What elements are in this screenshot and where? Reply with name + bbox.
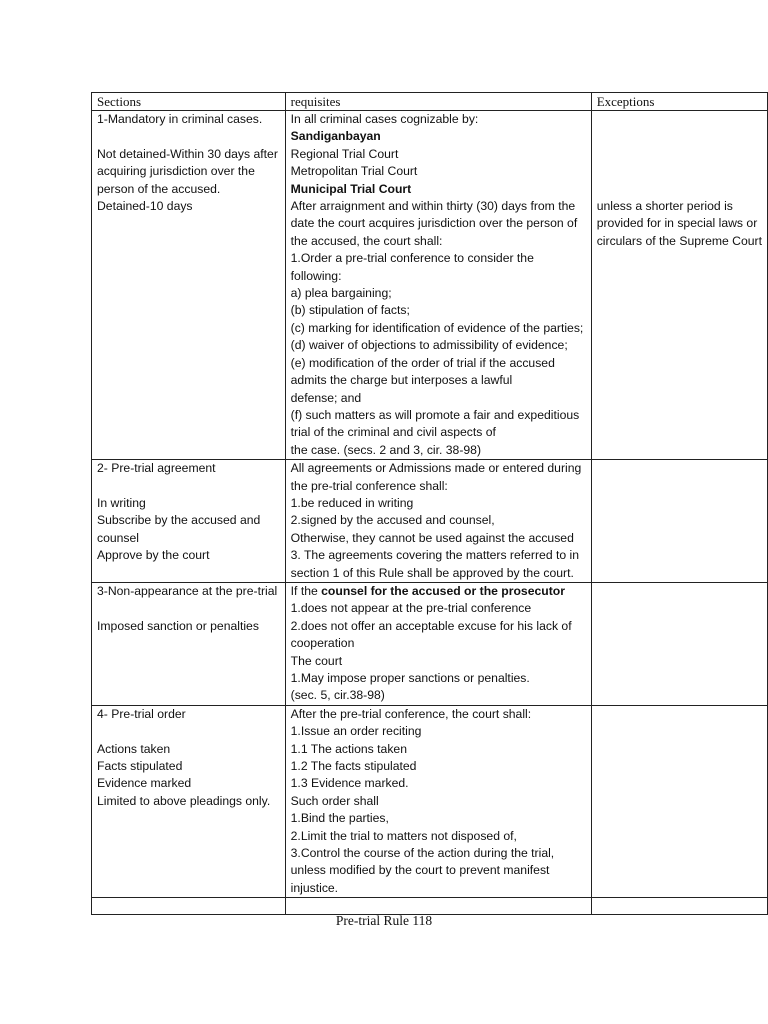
requisites-cell — [285, 705, 591, 897]
section-line: acquiring jurisdiction over the — [97, 164, 255, 179]
section-line: Evidence marked — [97, 776, 192, 791]
section-line: Limited to above pleadings only. — [97, 793, 271, 808]
requisite-line: 3. The agreements covering the matters referred to in — [290, 548, 580, 563]
requisite-line: injustice. — [290, 880, 339, 895]
requisite-line: (b) stipulation of facts; — [290, 303, 410, 318]
section-line: In writing — [97, 495, 146, 510]
requisite-line: (e) modification of the order of trial if the accused — [290, 355, 555, 370]
court-sandiganbayan: Sandiganbayan — [290, 129, 381, 144]
exceptions-cell — [591, 582, 767, 705]
requisite-line: 1.does not appear at the pre-trial conference — [290, 601, 532, 616]
requisite-line: 1.2 The facts stipulated — [290, 759, 417, 774]
sections-cell — [92, 705, 286, 897]
section-line: counsel — [97, 530, 140, 545]
sections-cell — [92, 460, 286, 583]
requisite-line: (f) such matters as will promote a fair and expeditious — [290, 407, 580, 422]
requisite-line: unless modified by the court to prevent manifest — [290, 863, 550, 878]
section-line: Subscribe by the accused and — [97, 513, 261, 528]
requisite-line: admits the charge but interposes a lawful — [290, 373, 513, 388]
requisite-line: 1.1 The actions taken — [290, 741, 407, 756]
exception-line: unless a shorter period is — [596, 199, 733, 213]
page-caption: Pre-trial Rule 118 — [335, 913, 433, 928]
section-line: Not detained-Within 30 days after — [97, 146, 278, 161]
requisite-line: 1.May impose proper sanctions or penalties. — [290, 671, 530, 685]
section-line: Detained-10 days — [97, 199, 193, 214]
section-line: person of the accused. — [97, 181, 221, 196]
header-exceptions: Exceptions — [591, 93, 767, 111]
requisite-line: 1.be reduced in writing — [290, 495, 414, 510]
requisite-line: In all criminal cases cognizable by: — [290, 112, 479, 126]
blank-line — [97, 128, 280, 145]
requisites-cell — [285, 111, 591, 460]
requisite-line: following: — [290, 268, 342, 283]
empty-cell — [92, 898, 286, 915]
requisite-line: a) plea bargaining; — [290, 286, 392, 301]
blank-line — [97, 478, 280, 495]
requisite-line: (d) waiver of objections to admissibility of evidence; — [290, 338, 568, 353]
section-line: Imposed sanction or penalties — [97, 618, 259, 633]
requisite-line: The court — [290, 653, 343, 668]
requisite-line: 3.Control the course of the action during the trial, — [290, 846, 555, 861]
header-requisites: requisites — [285, 93, 591, 111]
requisite-line: section 1 of this Rule shall be approved by the court. — [290, 565, 574, 580]
requisite-bold: counsel for the accused or the prosecutor — [321, 583, 565, 598]
sections-cell — [92, 111, 286, 460]
table-header-row — [92, 93, 768, 111]
requisite-line: After the pre-trial conference, the court shall: — [290, 706, 532, 721]
section-line: 3-Non-appearance at the pre-trial — [97, 583, 278, 598]
requisite-line: 1.Order a pre-trial conference to consider the — [290, 251, 534, 266]
court-municipal: Municipal Trial Court — [290, 181, 412, 196]
exception-line: circulars of the Supreme Court — [596, 233, 762, 248]
section-line: Facts stipulated — [97, 759, 183, 774]
requisite-line: trial of the criminal and civil aspects of — [290, 425, 496, 440]
requisite-line: 1.3 Evidence marked. — [290, 776, 409, 791]
requisite-line: After arraignment and within thirty (30) days from the — [290, 199, 576, 214]
section-line: Approve by the court — [97, 548, 210, 563]
requisite-line: 2.Limit the trial to matters not disposed of, — [290, 828, 517, 843]
requisite-line: defense; and — [290, 390, 362, 405]
section-line: 4- Pre-trial order — [97, 706, 186, 721]
requisite-line: cooperation — [290, 636, 355, 651]
requisite-line: the case. (secs. 2 and 3, cir. 38-98) — [290, 442, 482, 457]
exception-line: provided for in special laws or — [596, 216, 758, 231]
section-line: Actions taken — [97, 741, 171, 756]
requisite-line: date the court acquires jurisdiction over the person of — [290, 216, 578, 231]
requisite-line: 1.Issue an order reciting — [290, 724, 422, 739]
sections-cell — [92, 582, 286, 705]
table-row — [92, 460, 768, 583]
empty-cell — [591, 898, 767, 915]
exceptions-text — [597, 111, 762, 250]
requisite-line: (c) marking for identification of evidence of the parties; — [290, 320, 584, 335]
requisite-prefix: If the — [290, 583, 322, 598]
requisite-line: Otherwise, they cannot be used against the accused — [290, 530, 574, 545]
requisite-line: 2.does not offer an acceptable excuse for his lack of — [290, 618, 572, 633]
requisite-line — [291, 583, 586, 600]
requisite-line: 2.signed by the accused and counsel, — [290, 513, 495, 528]
table-row — [92, 582, 768, 705]
exceptions-cell — [591, 111, 767, 460]
requisites-cell — [285, 582, 591, 705]
court-metropolitan: Metropolitan Trial Court — [290, 164, 418, 179]
table-row — [92, 111, 768, 460]
rules-table — [91, 92, 768, 915]
blank-line — [97, 723, 280, 740]
requisite-line: the accused, the court shall: — [290, 233, 443, 248]
court-regional: Regional Trial Court — [290, 146, 399, 161]
blank-line — [97, 600, 280, 617]
requisite-line: (sec. 5, cir.38-98) — [290, 688, 385, 703]
requisite-line: Such order shall — [290, 793, 379, 808]
header-sections: Sections — [92, 93, 286, 111]
requisite-line: the pre-trial conference shall: — [290, 478, 448, 493]
requisite-line: 1.Bind the parties, — [290, 811, 389, 826]
exceptions-cell — [591, 460, 767, 583]
exceptions-cell — [591, 705, 767, 897]
requisite-line: All agreements or Admissions made or entered during — [290, 461, 582, 476]
requisites-cell — [285, 460, 591, 583]
section-line: 2- Pre-trial agreement — [97, 461, 216, 476]
section-line: 1-Mandatory in criminal cases. — [97, 112, 263, 126]
table-row — [92, 705, 768, 897]
